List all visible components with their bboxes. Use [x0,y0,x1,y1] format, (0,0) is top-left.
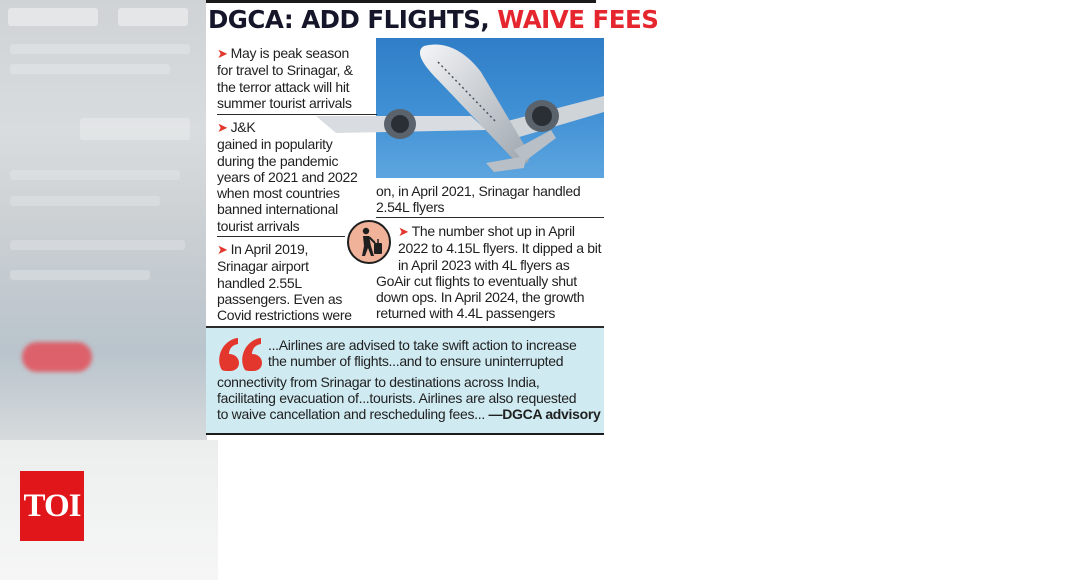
headline-part1: DGCA: ADD FLIGHTS, [207,5,490,34]
arrow-bullet-icon: ➤ [217,242,228,257]
bullet-line: down ops. In April 2024, the growth [376,289,585,306]
bullet-line: handled 2.55L [217,274,302,291]
quote-line: ...Airlines are advised to take swift action to increase [268,337,577,353]
continuation-text [376,183,604,216]
airplane-photo [376,38,604,178]
bullet-line: gained in popularity [217,136,333,153]
divider [217,114,377,115]
quote-attribution: —DGCA advisory [488,406,601,423]
headline-part2: WAIVE FEES [497,5,659,34]
bullet-line: for travel to Srinagar, & [217,62,353,79]
advisory-quote-intro [268,337,602,370]
bullet-line: on, in April 2021, Srinagar handled [376,183,581,199]
bullet-line: banned international [217,201,338,218]
infographic-card [206,0,659,435]
advisory-quote-body [217,374,602,423]
arrow-bullet-icon: ➤ [217,120,228,135]
bullet-line: GoAir cut flights to eventually shut [376,272,577,289]
quote-line: facilitating evacuation of...tourists. Airlines are also requested [217,389,577,406]
bullet-line: The number shot up in April [411,223,575,239]
blurred-background [0,0,207,440]
blurred-red-badge [22,342,92,372]
bullet-line: 2.54L flyers [376,199,445,216]
arrow-bullet-icon: ➤ [217,46,228,61]
bullet-line: Srinagar airport [217,258,309,275]
bullet-line: 2022 to 4.15L flyers. It dipped a bit [398,240,602,257]
quote-line: the number of flights...and to ensure uninterrupted [268,353,564,370]
quote-mark-icon [218,336,264,372]
divider [217,236,345,237]
divider [376,217,604,218]
bullet-line: tourist arrivals [217,217,300,234]
bullet-line: Covid restrictions were [217,307,352,324]
quote-line: to waive cancellation and rescheduling fees... [217,406,485,423]
bullet-line: passengers. Even as [217,290,343,307]
bullet-line: In April 2019, [230,241,309,257]
bullet-line: May is peak season [230,45,349,61]
airplane-icon [376,38,604,178]
bullet-item-peak-season [217,45,377,111]
toi-logo[interactable]: TOI [20,471,84,541]
bullet-line: in April 2023 with 4L flyers as [398,256,570,273]
quote-line: connectivity from Srinagar to destinations across India, [217,373,540,390]
bullet-line: years of 2021 and 2022 [217,168,358,185]
bullet-line: J&K [230,119,256,135]
bullet-line: returned with 4.4L passengers [376,305,556,322]
bullet-item-popularity [217,119,377,234]
bullet-line: the terror attack will hit [217,78,350,95]
arrow-bullet-icon: ➤ [398,224,409,239]
bullet-line: when most countries [217,185,340,202]
headline [206,0,659,38]
bullet-item-april-2019 [217,241,367,323]
bullet-item-growth [376,223,604,322]
bullet-line: summer tourist arrivals [217,94,352,111]
bullet-line: during the pandemic [217,152,339,169]
